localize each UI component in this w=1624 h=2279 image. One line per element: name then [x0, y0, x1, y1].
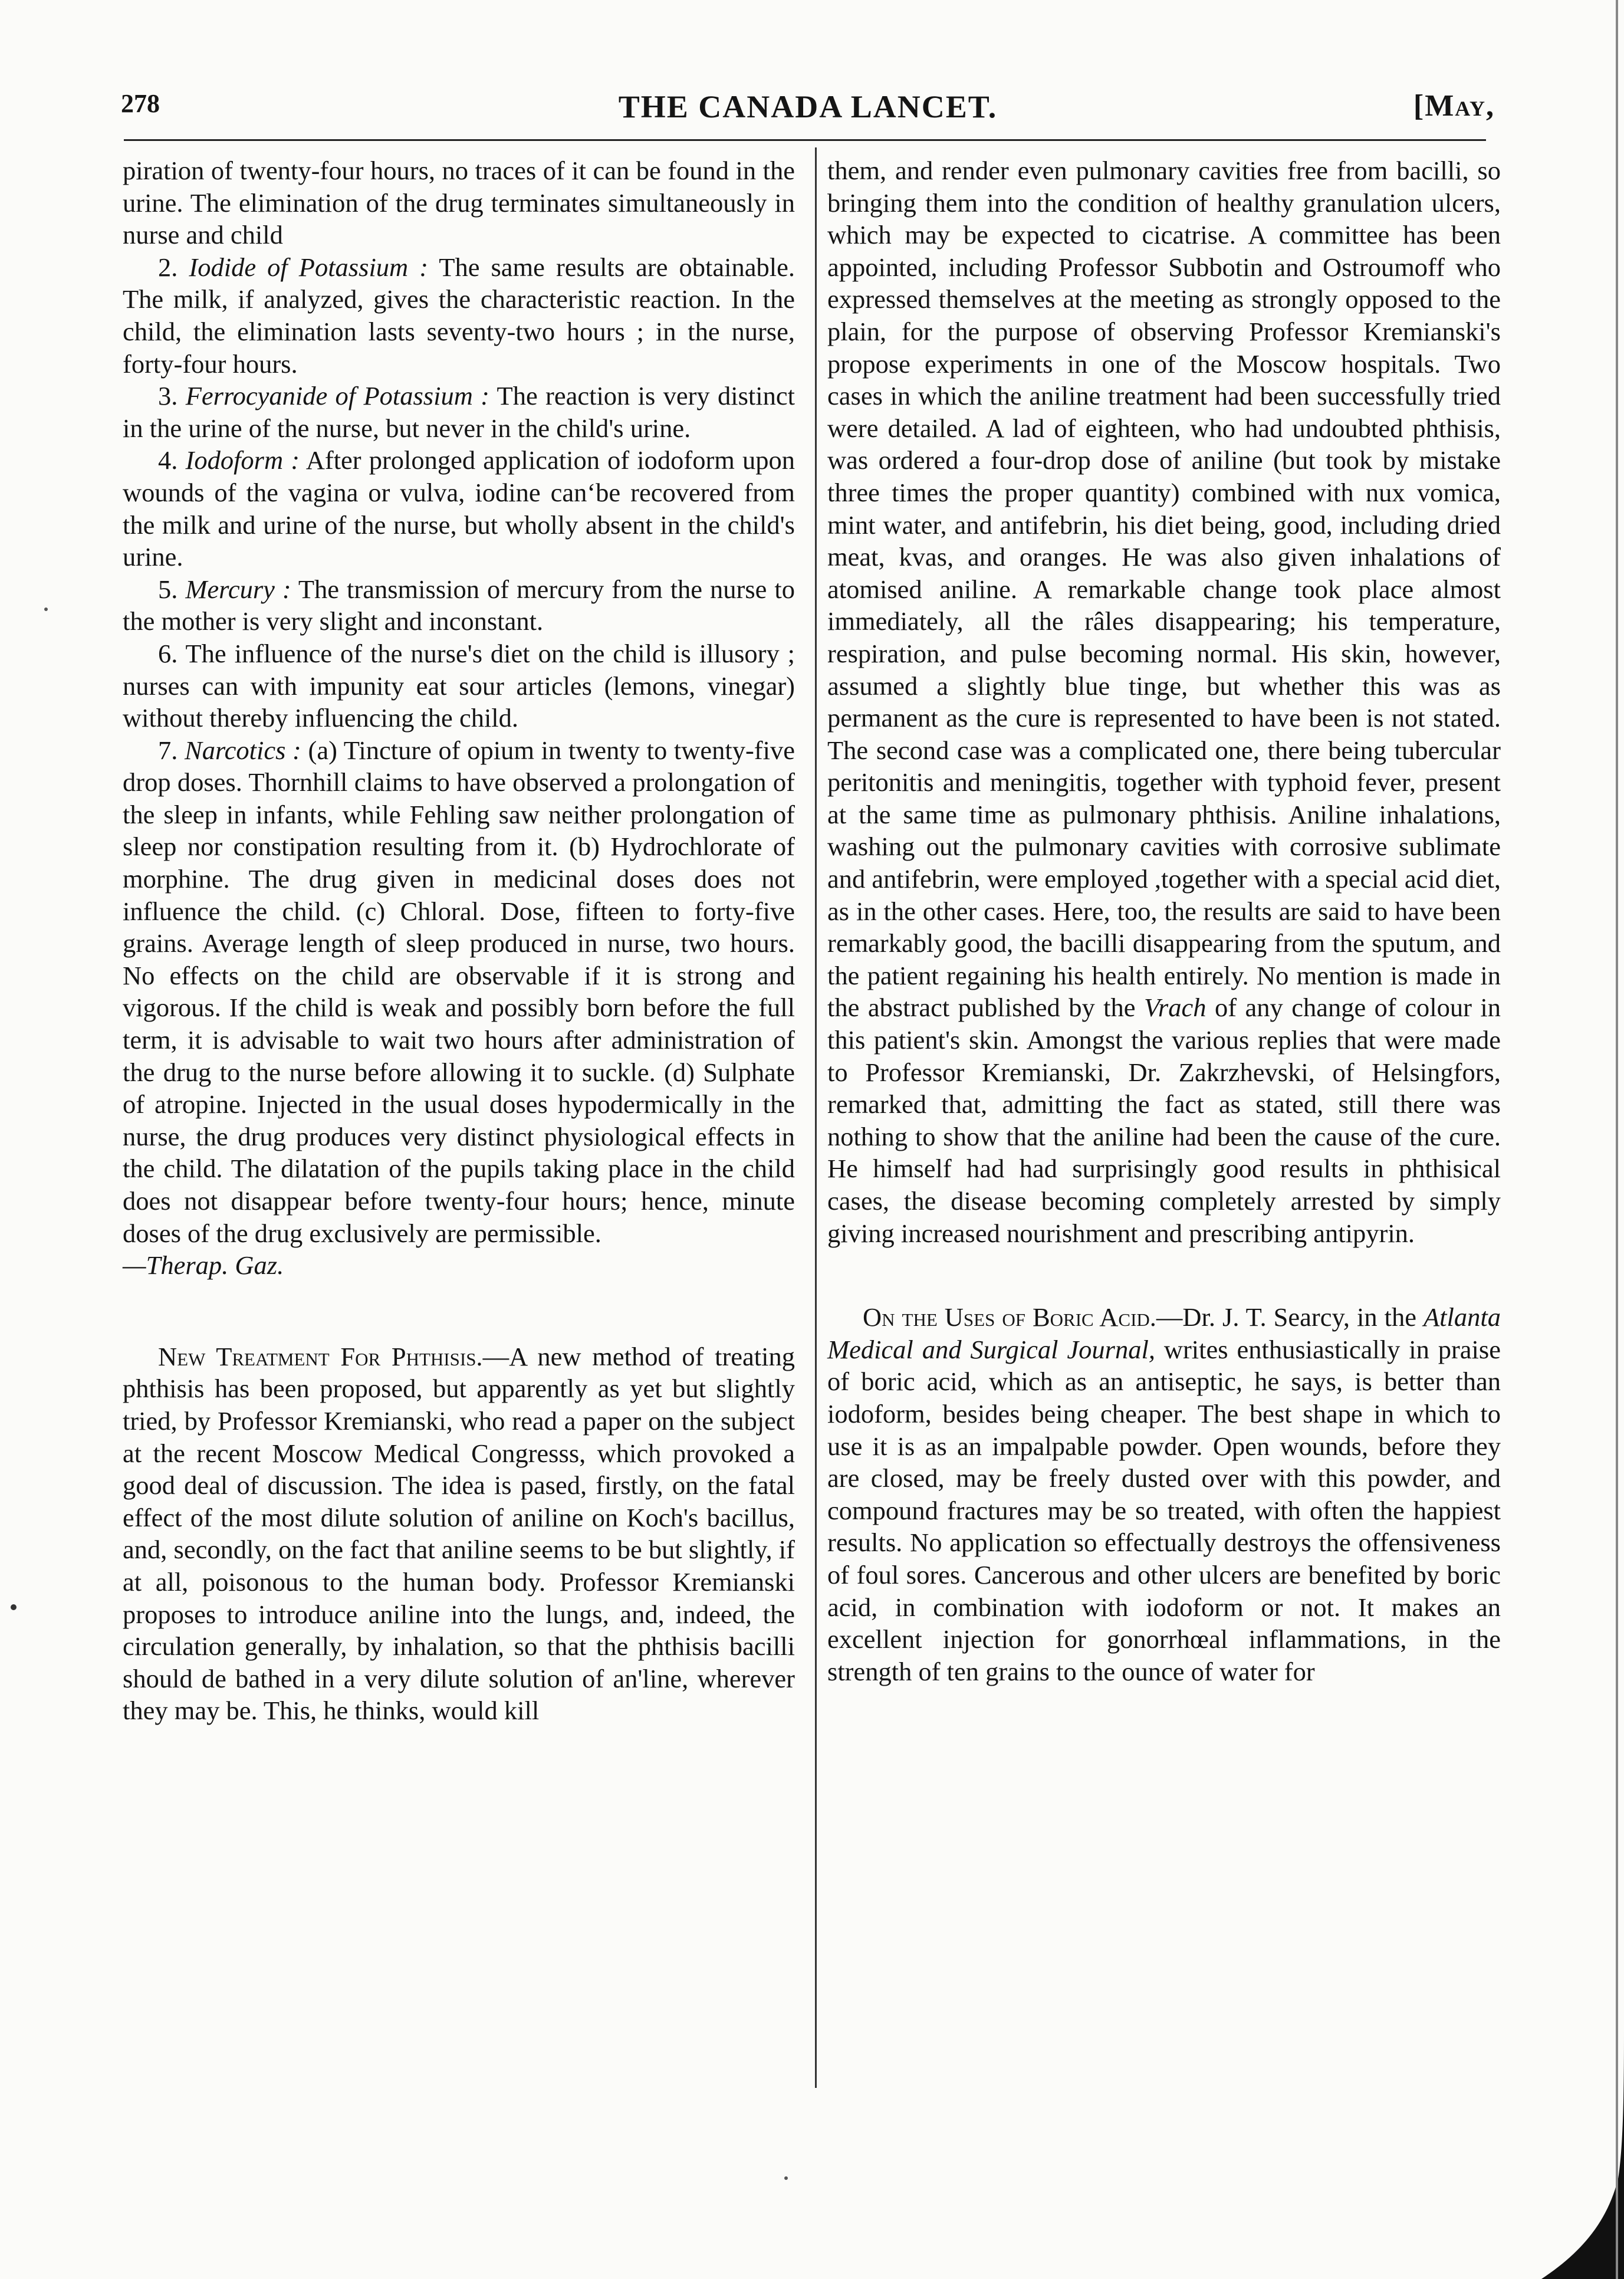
- paragraph-phthisis-continued: [827, 155, 1501, 1249]
- item-number: 3.: [158, 381, 178, 411]
- article-boric-acid: [827, 1301, 1501, 1687]
- item-number: 4.: [158, 445, 178, 475]
- paragraph-continuation: piration of twenty-four hours, no traces of it can be found in the urine. The elimination of the drug terminates simultaneously in nurse and child: [123, 156, 795, 250]
- item-number: 7.: [158, 735, 178, 765]
- paragraph-mercury: [123, 573, 795, 638]
- article-text: —A new method of treating phthisis has been proposed, but apparently as yet but slightly tried, by Professor Kremianski, who read a paper on the subject at the recent Moscow Medical Congresss, which provoked a good deal of discussion. The idea is pased, firstly, on the fatal effect of the most dilute solution of aniline on Koch's bacillus, and, secondly, on the fact that aniline seems to be but slightly, if at all, poisonous to the human body. Professor Kremianski proposes to introduce aniline into the lungs, and, indeed, the circulation generally, by inhalation, so that the phthisis bacilli should de bathed in a very dilute solution of an'line, wherever they may be. This, he thinks, would kill: [123, 1341, 795, 1726]
- text-run: them, and render even pulmonary cavities free from bacilli, so bringing them into the condition of healthy granulation ulcers, which may be expected to cicatrise. A committee has been appointed, including Professor Subbotin and Ostroumoff who expressed themselves at the meeting as strongly opposed to the plain, for the purpose of observing Professor Kremianski's propose experiments in one of the Moscow hospitals. Two cases in which the aniline treatment had been successfully tried were detailed. A lad of eighteen, who had undoubted phthisis, was ordered a four-drop dose of aniline (but took by mistake three times the proper quantity) combined with nux vomica, mint water, and antifebrin, his diet being, good, including dried meat, kvas, and oranges. He was also given inhalations of atomised aniline. A remarkable change took place almost immediately, all the râles disappearing; his temperature, respiration, and pulse becoming normal. His skin, however, assumed a slightly blue tinge, but whether this was as permanent as the cure is represented to have been is not stated. The second case was a complicated one, there being tubercular peritonitis and meningitis, together with typhoid fever, present at the same time as pulmonary phthisis. Aniline inhalations, washing out the pulmonary cavities with corrosive sublimate and antifebrin, were employed ,together with a special acid diet, as in the other cases. Here, too, the results are said to have been remarkably good, the bacilli disappearing from the sputum, and the patient regaining his health entirely. No mention is made in the abstract published by the: [827, 156, 1501, 1023]
- article-phthisis: [123, 1341, 795, 1727]
- page-header: [121, 88, 1495, 142]
- paragraph-iodoform: [123, 444, 795, 573]
- item-title: Mercury :: [185, 574, 291, 604]
- text-run: writes enthusiastically in praise of boric acid, which as an antiseptic, he says, is better than iodoform, besides being cheaper. The best shape in which to use it is as an impalpable powder. Open wounds, before they are closed, may be freely dusted over with this powder, and compound fractures may be so treated, with often the happiest results. No application so effectually destroys the offensiveness of foul sores. Cancerous and other ulcers are benefited by boric acid, in combination with iodoform or not. It makes an excellent injection for gonorrhœal inflammations, in the strength of ten grains to the ounce of water for: [827, 1334, 1501, 1686]
- citation-text: —Therap. Gaz.: [123, 1250, 284, 1280]
- text-run: of any change of colour in this patient's skin. Amongst the various replies that were made to Professor Kremianski, Dr. Zakrzhevski, of Helsingfors, remarked that, admitting the fact as stated, still there was nothing to show that the aniline had been the cause of the cure. He himself had had surprisingly good results in phthisical cases, the disease becoming completely arrested by simply giving increased nourishment and prescribing antipyrin.: [827, 993, 1501, 1248]
- paragraph-iodide: [123, 251, 795, 380]
- item-text: The transmission of mercury from the nurse to the mother is very slight and inconstant.: [123, 574, 795, 636]
- text-run: —Dr. J. T. Searcy, in the: [1156, 1302, 1424, 1332]
- item-title: Iodoform :: [185, 445, 300, 475]
- journal-name: Vrach: [1144, 993, 1207, 1023]
- journal-title: THE CANADA LANCET.: [618, 89, 998, 124]
- scan-speck: [784, 2176, 788, 2180]
- section-gap: [827, 1249, 1501, 1301]
- item-text: (a) Tincture of opium in twenty to twenty-five drop doses. Thornhill claims to have observed a prolongation of the sleep in infants, while Fehling saw neither prolongation of sleep nor constipation resulting from it. (b) Hydrochlorate of morphine. The drug given in medicinal doses does not influence the child. (c) Chloral. Dose, fifteen to forty-five grains. Average length of sleep produced in nurse, two hours. No effects on the child are observable if it is strong and vigorous. If the child is weak and possibly born before the full term, it is advisable to wait two hours after administration of the drug to the nurse before allowing it to suckle. (d) Sulphate of atropine. Injected in the usual doses hypodermically in the nurse, the drug produces very distinct physiological effects in the child. The dilatation of the pupils taking place in the child does not disappear before twenty-four hours; hence, minute doses of the drug exclusively are permissible.: [123, 735, 795, 1248]
- journal-name: Atlanta Medical and Surgical Journal,: [827, 1302, 1501, 1364]
- item-text: The reaction is very distinct in the urine of the nurse, but never in the child's urine.: [123, 381, 795, 443]
- paragraph-ferrocyanide: [123, 380, 795, 444]
- paragraph-narcotics: [123, 734, 795, 1250]
- page-number: 278: [121, 89, 160, 118]
- issue-month: [May,: [1413, 89, 1495, 123]
- item-number: 2.: [158, 252, 178, 282]
- right-column: [827, 155, 1501, 1687]
- item-title: Ferrocyanide of Potassium :: [185, 381, 490, 411]
- source-citation: [123, 1249, 795, 1282]
- paragraph-diet: 6. The influence of the nurse's diet on the child is illusory ; nurses can with impunity eat sour articles (lemons, vinegar) without thereby influencing the child.: [123, 638, 795, 733]
- item-text: The same results are obtainable. The milk, if analyzed, gives the characteristic reaction. In the child, the elimination lasts seventy-two hours ; in the nurse, forty-four hours.: [123, 252, 795, 379]
- scan-speck: [11, 1604, 17, 1610]
- item-title: Iodide of Potassium :: [189, 252, 429, 282]
- article-heading: On the Uses of Boric Acid.: [863, 1302, 1156, 1332]
- header-rule: [124, 139, 1486, 141]
- item-title: Narcotics :: [185, 735, 301, 765]
- right-edge-line: [1616, 0, 1618, 2279]
- page-corner-shadow: [1530, 2031, 1624, 2279]
- scan-speck: [44, 607, 48, 611]
- article-heading: New Treatment For Phthisis.: [158, 1341, 483, 1371]
- left-column: [123, 155, 795, 1727]
- column-divider: [815, 147, 817, 2088]
- section-gap: [123, 1282, 795, 1341]
- item-number: 5.: [158, 574, 178, 604]
- item-text: After prolonged application of iodoform upon wounds of the vagina or vulva, iodine can‘be recovered from the milk and urine of the nurse, but wholly absent in the child's urine.: [123, 445, 795, 572]
